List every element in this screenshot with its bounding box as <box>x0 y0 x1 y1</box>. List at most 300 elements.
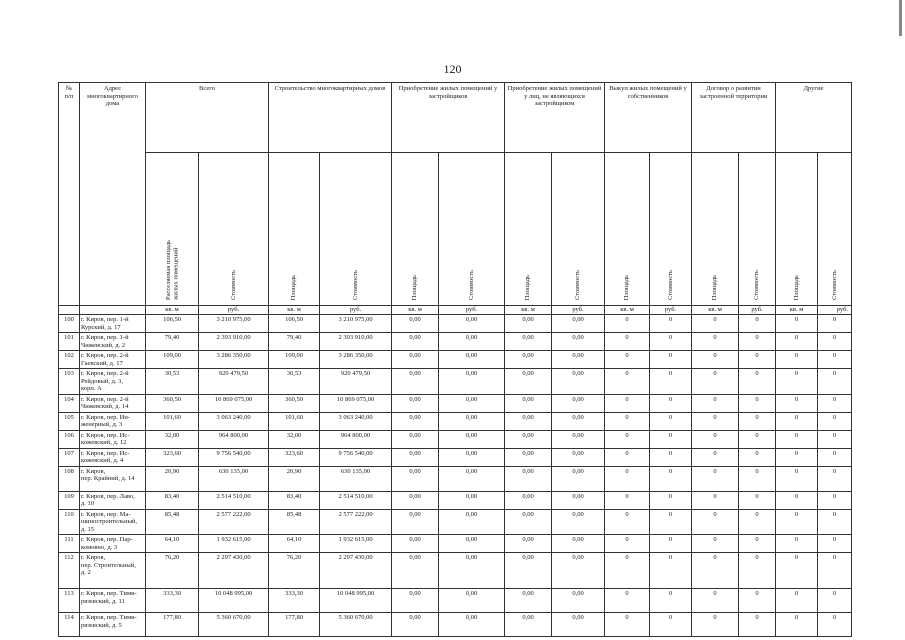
value-cell: 0 <box>605 351 650 369</box>
value-cell: 0,00 <box>439 369 505 395</box>
value-cell: 0 <box>650 448 692 466</box>
value-cell: 0 <box>776 412 818 430</box>
value-cell: 0 <box>605 394 650 412</box>
value-cell: 0,00 <box>552 535 605 553</box>
value-cell: 106,50 <box>146 315 199 333</box>
value-cell: 0 <box>605 491 650 509</box>
value-cell: 920 479,50 <box>199 369 269 395</box>
address-cell: г. Киров, пер. Крайний, д. 14 <box>80 466 146 491</box>
subheader-cost: Стоимость <box>552 153 605 306</box>
value-cell: 2 297 430,00 <box>199 553 269 589</box>
value-cell: 0 <box>739 613 776 637</box>
value-cell: 0,00 <box>392 448 439 466</box>
value-cell: 0 <box>692 535 739 553</box>
header-purchase-developers: Приобретение жилых помещений у застройщиков <box>392 83 505 153</box>
value-cell: 0 <box>692 430 739 448</box>
value-cell: 0 <box>776 589 818 613</box>
value-cell: 0 <box>776 394 818 412</box>
value-cell: 109,00 <box>269 351 320 369</box>
unit-cell: кв. м <box>269 306 320 315</box>
unit-cell: кв. м <box>146 306 199 315</box>
value-cell: 0,00 <box>392 509 439 535</box>
value-cell: 0 <box>692 333 739 351</box>
row-number-cell: 108 <box>59 466 80 491</box>
row-number-cell: 103 <box>59 369 80 395</box>
unit-cell: руб. <box>818 306 852 315</box>
header-purchase-non-developers: Приобретение жилых помещений у лиц, не являющихся застройщиком <box>505 83 605 153</box>
table-row <box>59 448 852 466</box>
value-cell: 0 <box>605 466 650 491</box>
value-cell: 0,00 <box>439 466 505 491</box>
value-cell: 76,20 <box>269 553 320 589</box>
value-cell: 109,00 <box>146 351 199 369</box>
value-cell: 0 <box>739 351 776 369</box>
value-cell: 0 <box>818 491 852 509</box>
address-cell: г. Киров, пер. Ис- кожевский, д. 12 <box>80 430 146 448</box>
value-cell: 85,48 <box>146 509 199 535</box>
value-cell: 20,90 <box>269 466 320 491</box>
address-cell: г. Киров, пер. Лаво, д. 10 <box>80 491 146 509</box>
table-row <box>59 535 852 553</box>
subheader-cost: Стоимость <box>199 153 269 306</box>
value-cell: 0 <box>650 491 692 509</box>
value-cell: 2 577 222,00 <box>320 509 392 535</box>
address-cell: г. Киров, пер. 2-й Гаевский, д. 17 <box>80 351 146 369</box>
value-cell: 360,50 <box>269 394 320 412</box>
table-row <box>59 315 852 333</box>
value-cell: 0 <box>605 430 650 448</box>
subheader-area: Площадь <box>692 153 739 306</box>
table-row <box>59 369 852 395</box>
unit-cell: руб. <box>439 306 505 315</box>
header-row-groups <box>59 83 852 153</box>
value-cell: 83,40 <box>146 491 199 509</box>
value-cell: 0 <box>739 369 776 395</box>
value-cell: 0 <box>605 315 650 333</box>
table-body <box>59 315 852 637</box>
subheader-area: Площадь <box>776 153 818 306</box>
table-row <box>59 412 852 430</box>
row-number-cell: 107 <box>59 448 80 466</box>
unit-cell: руб. <box>320 306 392 315</box>
value-cell: 0 <box>692 369 739 395</box>
header-row-subcolumns <box>59 153 852 306</box>
address-cell: г. Киров, пер. Тими- рязевский, д. 11 <box>80 589 146 613</box>
value-cell: 2 514 510,00 <box>199 491 269 509</box>
row-number-cell: 100 <box>59 315 80 333</box>
value-cell: 0,00 <box>505 333 552 351</box>
value-cell: 0,00 <box>392 613 439 637</box>
value-cell: 0 <box>605 613 650 637</box>
value-cell: 3 210 975,00 <box>320 315 392 333</box>
value-cell: 0 <box>650 333 692 351</box>
value-cell: 0 <box>692 466 739 491</box>
value-cell: 0,00 <box>505 466 552 491</box>
value-cell: 10 869 075,00 <box>320 394 392 412</box>
unit-cell: руб. <box>739 306 776 315</box>
value-cell: 30,53 <box>269 369 320 395</box>
value-cell: 177,80 <box>269 613 320 637</box>
subheader-area: Площадь <box>605 153 650 306</box>
value-cell: 0 <box>650 613 692 637</box>
value-cell: 0 <box>818 315 852 333</box>
value-cell: 0,00 <box>552 491 605 509</box>
value-cell: 3 286 350,00 <box>199 351 269 369</box>
value-cell: 0 <box>692 315 739 333</box>
value-cell: 0 <box>818 351 852 369</box>
table-row <box>59 466 852 491</box>
value-cell: 0,00 <box>439 535 505 553</box>
value-cell: 1 932 615,00 <box>199 535 269 553</box>
row-number-cell: 110 <box>59 509 80 535</box>
value-cell: 0,00 <box>505 613 552 637</box>
value-cell: 2 577 222,00 <box>199 509 269 535</box>
value-cell: 0 <box>605 589 650 613</box>
value-cell: 0 <box>739 491 776 509</box>
subheader-cost: Стоимость <box>320 153 392 306</box>
subheader-area: Площадь <box>505 153 552 306</box>
table-row <box>59 333 852 351</box>
value-cell: 0 <box>692 351 739 369</box>
value-cell: 0 <box>650 394 692 412</box>
value-cell: 0,00 <box>552 553 605 589</box>
value-cell: 1 932 615,00 <box>320 535 392 553</box>
value-cell: 0,00 <box>505 412 552 430</box>
header-num: № п/п <box>59 83 80 306</box>
unit-cell: руб. <box>650 306 692 315</box>
value-cell: 0 <box>818 333 852 351</box>
value-cell: 0,00 <box>505 315 552 333</box>
value-cell: 964 800,00 <box>320 430 392 448</box>
value-cell: 79,40 <box>146 333 199 351</box>
value-cell: 0 <box>776 448 818 466</box>
value-cell: 333,30 <box>269 589 320 613</box>
value-cell: 0 <box>818 535 852 553</box>
value-cell: 0 <box>818 613 852 637</box>
units-empty-cell <box>59 306 80 315</box>
value-cell: 0 <box>776 491 818 509</box>
table-row <box>59 491 852 509</box>
value-cell: 0 <box>650 553 692 589</box>
address-cell: г. Киров, пер. 1-й Курский, д. 17 <box>80 315 146 333</box>
row-number-cell: 105 <box>59 412 80 430</box>
address-cell: г. Киров, пер. 2-й Чижевский, д. 14 <box>80 394 146 412</box>
value-cell: 0 <box>692 613 739 637</box>
address-cell: г. Киров, пер. Строительный, д. 2 <box>80 553 146 589</box>
unit-cell: кв. м <box>776 306 818 315</box>
value-cell: 0 <box>692 509 739 535</box>
row-number-cell: 112 <box>59 553 80 589</box>
unit-cell: кв. м <box>392 306 439 315</box>
subheader-area: Площадь <box>269 153 320 306</box>
value-cell: 0,00 <box>505 351 552 369</box>
value-cell: 0,00 <box>392 535 439 553</box>
value-cell: 0,00 <box>439 333 505 351</box>
value-cell: 630 135,00 <box>320 466 392 491</box>
value-cell: 0,00 <box>392 394 439 412</box>
resettlement-table <box>58 82 852 637</box>
value-cell: 0 <box>692 491 739 509</box>
value-cell: 10 869 075,00 <box>199 394 269 412</box>
value-cell: 0 <box>776 553 818 589</box>
subheader-cost: Стоимость <box>650 153 692 306</box>
value-cell: 0,00 <box>439 412 505 430</box>
value-cell: 0,00 <box>392 351 439 369</box>
value-cell: 32,00 <box>146 430 199 448</box>
value-cell: 0 <box>739 509 776 535</box>
value-cell: 76,20 <box>146 553 199 589</box>
value-cell: 360,50 <box>146 394 199 412</box>
row-number-cell: 111 <box>59 535 80 553</box>
value-cell: 0 <box>692 553 739 589</box>
row-number-cell: 106 <box>59 430 80 448</box>
value-cell: 0 <box>739 448 776 466</box>
value-cell: 0,00 <box>439 589 505 613</box>
value-cell: 3 286 350,00 <box>320 351 392 369</box>
address-cell: г. Киров, пер. 1-й Чижевский, д. 2 <box>80 333 146 351</box>
unit-cell: кв. м <box>605 306 650 315</box>
value-cell: 0 <box>739 466 776 491</box>
value-cell: 0,00 <box>439 351 505 369</box>
header-construction: Строительство многоквартирных домов <box>269 83 392 153</box>
value-cell: 0 <box>739 394 776 412</box>
row-number-cell: 102 <box>59 351 80 369</box>
value-cell: 0 <box>776 333 818 351</box>
value-cell: 9 756 540,00 <box>199 448 269 466</box>
value-cell: 10 048 995,00 <box>199 589 269 613</box>
value-cell: 0,00 <box>392 553 439 589</box>
value-cell: 0,00 <box>439 491 505 509</box>
subheader-cost: Стоимость <box>439 153 505 306</box>
table-row <box>59 430 852 448</box>
value-cell: 0,00 <box>552 430 605 448</box>
value-cell: 630 135,00 <box>199 466 269 491</box>
unit-cell: кв. м <box>505 306 552 315</box>
value-cell: 0 <box>650 412 692 430</box>
program-table-sheet <box>58 82 851 637</box>
value-cell: 0 <box>650 351 692 369</box>
value-cell: 0 <box>650 315 692 333</box>
value-cell: 0 <box>605 448 650 466</box>
value-cell: 0,00 <box>392 466 439 491</box>
header-buyout: Выкуп жилых помещений у собственников <box>605 83 692 153</box>
value-cell: 0 <box>692 589 739 613</box>
value-cell: 0,00 <box>505 509 552 535</box>
value-cell: 0,00 <box>439 430 505 448</box>
value-cell: 0 <box>650 369 692 395</box>
value-cell: 0 <box>605 412 650 430</box>
value-cell: 0 <box>692 394 739 412</box>
value-cell: 0 <box>605 369 650 395</box>
value-cell: 0,00 <box>392 369 439 395</box>
value-cell: 0 <box>692 448 739 466</box>
value-cell: 0 <box>605 509 650 535</box>
value-cell: 0,00 <box>439 448 505 466</box>
table-row <box>59 553 852 589</box>
value-cell: 0,00 <box>552 369 605 395</box>
value-cell: 0,00 <box>552 351 605 369</box>
value-cell: 0 <box>739 535 776 553</box>
value-cell: 0 <box>818 430 852 448</box>
value-cell: 5 360 670,00 <box>320 613 392 637</box>
value-cell: 0 <box>818 509 852 535</box>
address-cell: г. Киров, пер. Тими- рязевский, д. 5 <box>80 613 146 637</box>
value-cell: 2 297 430,00 <box>320 553 392 589</box>
value-cell: 0 <box>650 589 692 613</box>
value-cell: 0,00 <box>392 315 439 333</box>
value-cell: 0 <box>605 535 650 553</box>
value-cell: 9 756 540,00 <box>320 448 392 466</box>
value-cell: 0,00 <box>552 333 605 351</box>
value-cell: 0 <box>650 509 692 535</box>
value-cell: 0,00 <box>505 589 552 613</box>
subheader-area: Площадь <box>392 153 439 306</box>
value-cell: 0,00 <box>439 509 505 535</box>
header-other: Другие <box>776 83 852 153</box>
units-row <box>59 306 852 315</box>
value-cell: 0,00 <box>552 448 605 466</box>
value-cell: 0 <box>739 333 776 351</box>
value-cell: 0 <box>605 553 650 589</box>
value-cell: 333,30 <box>146 589 199 613</box>
value-cell: 0 <box>776 430 818 448</box>
value-cell: 0 <box>776 613 818 637</box>
value-cell: 0 <box>818 466 852 491</box>
value-cell: 0,00 <box>439 315 505 333</box>
value-cell: 0 <box>818 369 852 395</box>
unit-cell: руб. <box>199 306 269 315</box>
value-cell: 0,00 <box>552 394 605 412</box>
value-cell: 0,00 <box>392 430 439 448</box>
value-cell: 0 <box>818 553 852 589</box>
value-cell: 0,00 <box>439 613 505 637</box>
value-cell: 0,00 <box>552 315 605 333</box>
value-cell: 32,00 <box>269 430 320 448</box>
value-cell: 0,00 <box>505 369 552 395</box>
value-cell: 0 <box>739 430 776 448</box>
value-cell: 0,00 <box>552 589 605 613</box>
value-cell: 177,80 <box>146 613 199 637</box>
value-cell: 85,48 <box>269 509 320 535</box>
header-contract: Договор о развитии застроенной территории <box>692 83 776 153</box>
row-number-cell: 114 <box>59 613 80 637</box>
value-cell: 0,00 <box>552 466 605 491</box>
row-number-cell: 109 <box>59 491 80 509</box>
value-cell: 0 <box>739 315 776 333</box>
value-cell: 0,00 <box>505 394 552 412</box>
value-cell: 0,00 <box>392 589 439 613</box>
value-cell: 0,00 <box>392 491 439 509</box>
address-cell: г. Киров, пер. Пар- комовно, д. 3 <box>80 535 146 553</box>
value-cell: 0 <box>650 466 692 491</box>
address-cell: г. Киров, пер. Ин- женерный, д. 3 <box>80 412 146 430</box>
value-cell: 0,00 <box>392 333 439 351</box>
unit-cell: руб. <box>552 306 605 315</box>
value-cell: 64,10 <box>269 535 320 553</box>
value-cell: 920 479,50 <box>320 369 392 395</box>
value-cell: 3 063 240,00 <box>199 412 269 430</box>
value-cell: 0 <box>776 509 818 535</box>
value-cell: 64,10 <box>146 535 199 553</box>
value-cell: 0,00 <box>552 509 605 535</box>
value-cell: 0 <box>776 369 818 395</box>
value-cell: 0 <box>605 333 650 351</box>
value-cell: 3 210 975,00 <box>199 315 269 333</box>
unit-cell: кв. м <box>692 306 739 315</box>
value-cell: 0,00 <box>505 448 552 466</box>
value-cell: 0,00 <box>552 613 605 637</box>
value-cell: 0 <box>692 412 739 430</box>
table-row <box>59 394 852 412</box>
subheader-settled-area: Расселяемая площадь жилых помещений <box>146 153 199 306</box>
value-cell: 0,00 <box>505 535 552 553</box>
value-cell: 2 393 910,00 <box>320 333 392 351</box>
table-row <box>59 351 852 369</box>
value-cell: 3 063 240,00 <box>320 412 392 430</box>
subheader-cost: Стоимость <box>818 153 852 306</box>
value-cell: 101,60 <box>146 412 199 430</box>
table-row <box>59 509 852 535</box>
address-cell: г. Киров, пер. Ис- кожевский, д. 4 <box>80 448 146 466</box>
value-cell: 0,00 <box>505 430 552 448</box>
value-cell: 0 <box>818 412 852 430</box>
value-cell: 0,00 <box>392 412 439 430</box>
value-cell: 2 514 510,00 <box>320 491 392 509</box>
value-cell: 5 360 670,00 <box>199 613 269 637</box>
value-cell: 10 048 995,00 <box>320 589 392 613</box>
value-cell: 2 393 910,00 <box>199 333 269 351</box>
value-cell: 0,00 <box>439 394 505 412</box>
header-total: Всего <box>146 83 269 153</box>
value-cell: 0,00 <box>552 412 605 430</box>
value-cell: 101,60 <box>269 412 320 430</box>
value-cell: 0 <box>776 315 818 333</box>
value-cell: 0 <box>776 351 818 369</box>
value-cell: 20,90 <box>146 466 199 491</box>
value-cell: 323,60 <box>269 448 320 466</box>
row-number-cell: 101 <box>59 333 80 351</box>
value-cell: 0 <box>776 535 818 553</box>
value-cell: 0 <box>776 466 818 491</box>
value-cell: 0 <box>650 430 692 448</box>
value-cell: 0 <box>818 589 852 613</box>
value-cell: 0 <box>818 448 852 466</box>
value-cell: 79,40 <box>269 333 320 351</box>
value-cell: 106,50 <box>269 315 320 333</box>
value-cell: 0 <box>739 412 776 430</box>
address-cell: г. Киров, пер. 2-й Рейдовый, д. 3, корп. А <box>80 369 146 395</box>
value-cell: 323,60 <box>146 448 199 466</box>
value-cell: 0 <box>818 394 852 412</box>
value-cell: 30,53 <box>146 369 199 395</box>
row-number-cell: 104 <box>59 394 80 412</box>
value-cell: 0,00 <box>505 491 552 509</box>
units-empty-cell <box>80 306 146 315</box>
value-cell: 0 <box>650 535 692 553</box>
page-number: 120 <box>443 62 462 76</box>
subheader-cost: Стоимость <box>739 153 776 306</box>
address-cell: г. Киров, пер. Ма- шиностроительный, д. 15 <box>80 509 146 535</box>
table-row <box>59 589 852 613</box>
header-address: Адрес многоквартирного дома <box>80 83 146 306</box>
scan-edge-mark <box>899 0 902 36</box>
value-cell: 0 <box>739 589 776 613</box>
value-cell: 0,00 <box>439 553 505 589</box>
value-cell: 0 <box>739 553 776 589</box>
value-cell: 83,40 <box>269 491 320 509</box>
table-row <box>59 613 852 637</box>
value-cell: 964 800,00 <box>199 430 269 448</box>
